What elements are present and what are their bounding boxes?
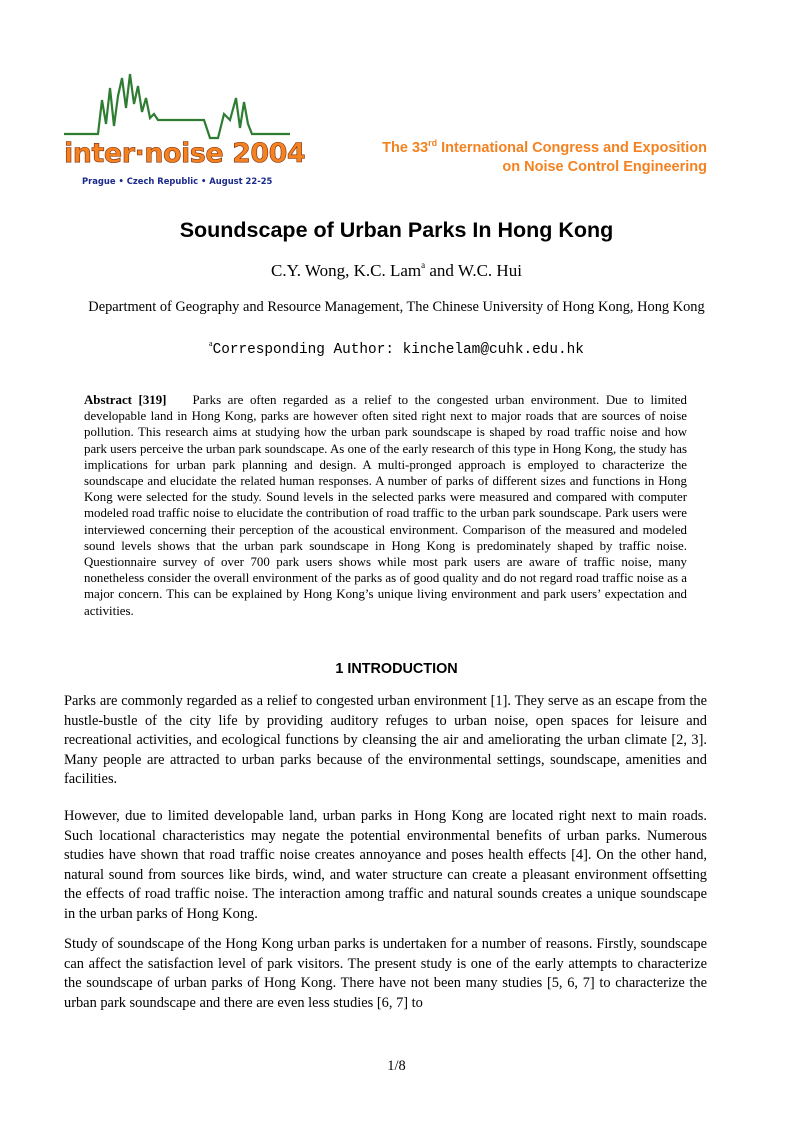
page-number: 1/8 bbox=[387, 1058, 406, 1074]
logo-wordmark: inter·noise 2004 bbox=[64, 138, 306, 169]
corresponding-author: $^a$Corresponding Author: kinchelam@cuhk.edu.hk bbox=[209, 339, 584, 358]
abstract-text: Parks are often regarded as a relief to the congested urban environment. Due to limited developable land in Hong Kong, parks are however often sited right next to major roads that are sources of noise pollution. This research aims at studying how the urban park soundscape is shaped by road traffic noise and how park users perceive the urban park soundscape. As one of the early research of this type in Hong Kong, the study has implications for urban park planning and design. A multi-pronged approach is employed to characterize the soundscape and elucidate the related human responses. A number of parks of different sizes and functions in Hong Kong were selected for the study. Sound levels in the selected parks were measured and compared with computer modeled road traffic noise to elucidate the contribution of road traffic to the urban park soundscape. Park users were interviewed concerning their perception of the acoustical environment. Comparison of the measured and modeled sound levels shows that the urban park soundscape in Hong Kong is predominately shaped by traffic noise. Questionnaire survey of over 700 park users shows while most park users are aware of traffic noise, many nonetheless consider the overall environment of the parks as of good quality and do not regard road traffic noise as a major concern. This can be explained by Hong Kong’s unique living environment and park users’ expectation and activities. bbox=[84, 393, 687, 618]
logo-subtitle: Prague • Czech Republic • August 22-25 bbox=[82, 176, 273, 186]
waveform-logo-graphic bbox=[64, 68, 296, 148]
intro-paragraph-3: Study of soundscape of the Hong Kong urban parks is undertaken for a number of reasons. Firstly, soundscape can affect the satisfaction level of park visitors. The present study is one of the early attempts to characterize the soundscape of urban parks of Hong Kong. There have not been many studies [5, 6, 7] to characterize the urban park soundscape and there are even less studies [6, 7] to bbox=[64, 936, 707, 1011]
abstract-label: Abstract [319] bbox=[84, 393, 167, 407]
author-affiliation: Department of Geography and Resource Management, The Chinese University of Hong Kong, Hong Kong bbox=[88, 299, 705, 315]
intro-paragraph-1: Parks are commonly regarded as a relief to congested urban environment [1]. They serve as an escape from the hustle-bustle of the city life by providing auditory refuges to urban noise, open spaces for leisure and recreational activities, and ecological functions by cleansing the air and ameliorating the urban climate [2, 3]. Many people are attracted to urban parks because of the environmental settings, soundscape, amenities and facilities. bbox=[64, 693, 707, 787]
inter-noise-logo bbox=[64, 68, 306, 192]
paper-authors: C.Y. Wong, K.C. Lam$^a$ and W.C. Hui bbox=[271, 260, 522, 280]
section-heading: 1 INTRODUCTION bbox=[335, 661, 458, 677]
paper-title: Soundscape of Urban Parks In Hong Kong bbox=[179, 218, 614, 242]
intro-paragraph-2: However, due to limited developable land, urban parks in Hong Kong are located right next to main roads. Such locational characteristics may negate the potential environmental benefits of urban parks. Numerous studies have shown that road traffic noise creates annoyance and poses health effects [4]. On the other hand, natural sound from sources like birds, wind, and water structure can create a pleasant environment offsetting the effects of road traffic noise. The interaction among traffic and natural sounds creates a unique soundscape in the urban parks of Hong Kong. bbox=[64, 808, 707, 922]
conference-line-2: on Noise Control Engineering bbox=[502, 159, 707, 175]
conference-header bbox=[382, 139, 707, 177]
abstract bbox=[84, 392, 687, 619]
conference-line-1: The 33rd International Congress and Exposition bbox=[382, 138, 707, 156]
